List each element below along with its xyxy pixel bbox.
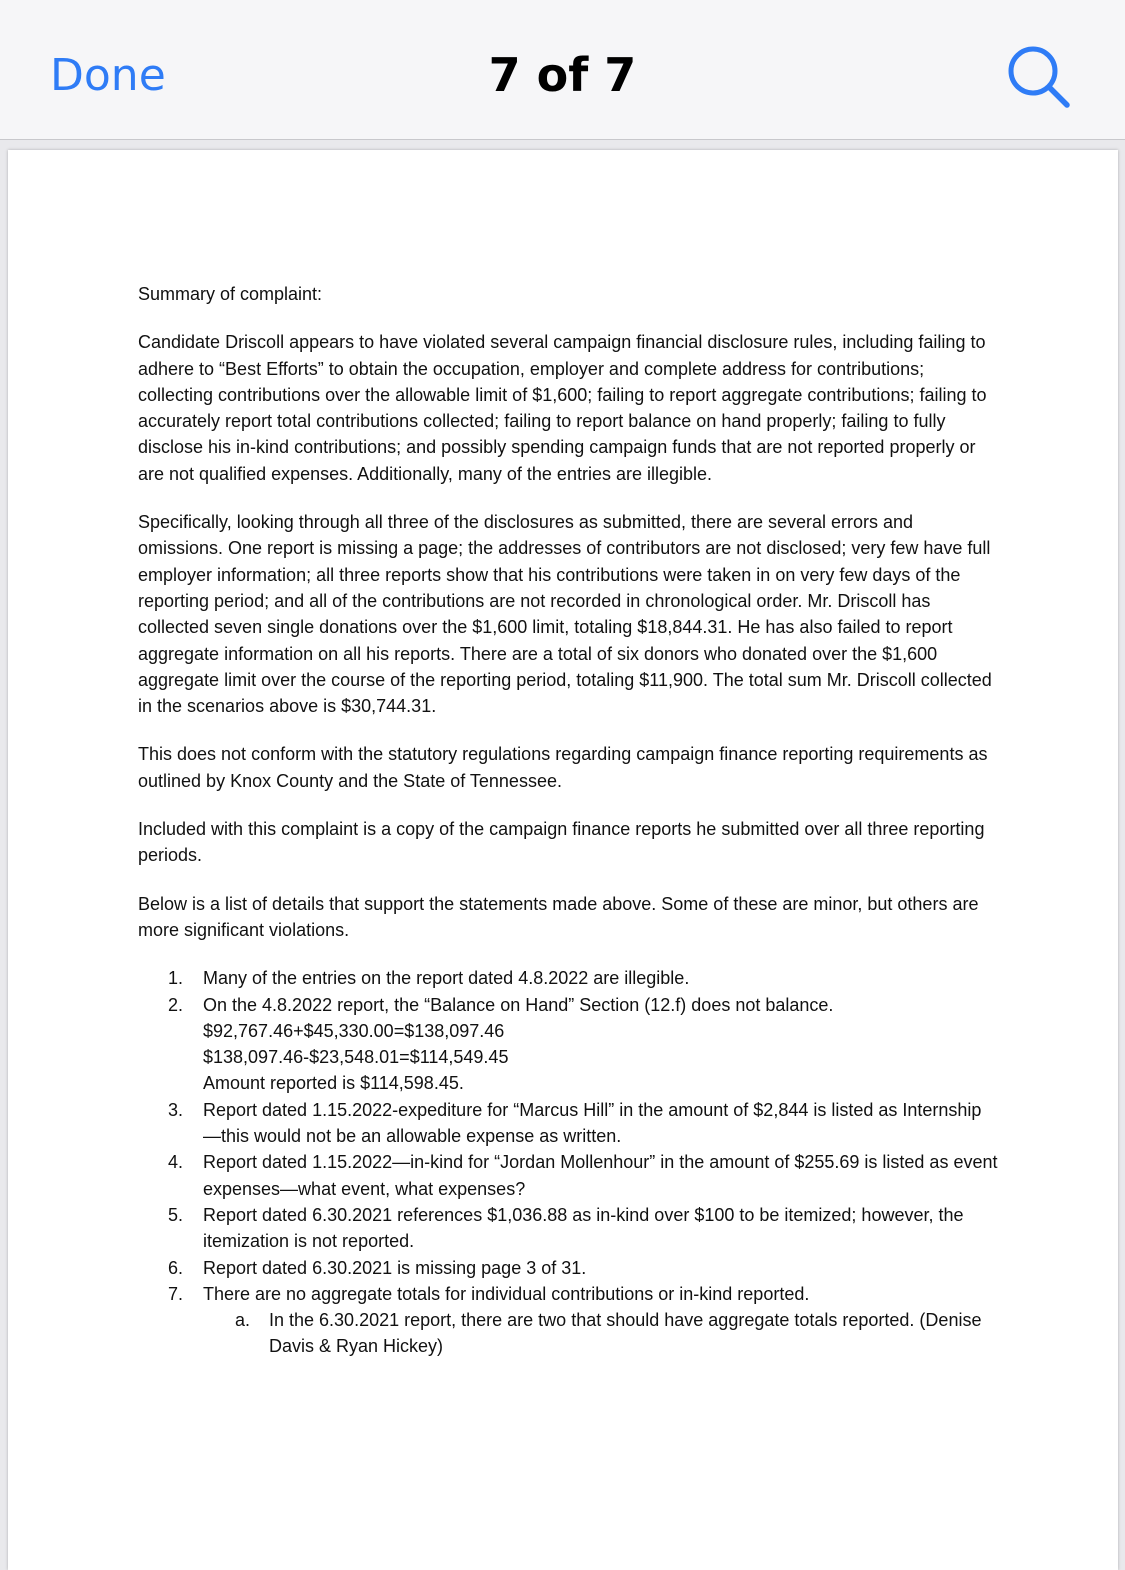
document-content xyxy=(138,281,998,1360)
list-number: 7. xyxy=(168,1283,184,1304)
search-icon[interactable] xyxy=(1004,42,1074,112)
list-number: 1. xyxy=(168,968,184,989)
list-number: 2. xyxy=(168,994,184,1015)
list-item xyxy=(138,1149,998,1202)
list-text: On the 4.8.2022 report, the “Balance on Hand” Section (12.f) does not balance. xyxy=(203,994,834,1015)
paragraph: This does not conform with the statutory regulations regarding campaign finance reporting requirements as outlined by Knox County and the State of Tennessee. xyxy=(138,744,988,791)
sub-list-item xyxy=(203,1307,998,1360)
done-button[interactable]: Done xyxy=(50,50,166,101)
list-item xyxy=(138,965,998,991)
list-number: 4. xyxy=(168,1152,184,1173)
list-text: Report dated 1.15.2022-expediture for “Marcus Hill” in the amount of $2,844 is listed as Internship—this would not be an allowable expense as written. xyxy=(203,1099,982,1147)
calculation-line: $92,767.46+$45,330.00=$138,097.46 xyxy=(203,1020,505,1041)
paragraph: Included with this complaint is a copy of the campaign finance reports he submitted over all three reporting periods. xyxy=(138,819,985,866)
list-item xyxy=(138,1097,998,1150)
sub-list xyxy=(203,1307,998,1360)
list-text: Report dated 1.15.2022—in-kind for “Jordan Mollenhour” in the amount of $255.69 is listed as event expenses—what event, what expenses? xyxy=(203,1152,998,1199)
list-item xyxy=(138,1255,998,1281)
sub-list-text: In the 6.30.2021 report, there are two that should have aggregate totals reported. (Denise Davis & Ryan Hickey) xyxy=(269,1310,982,1357)
list-text: Many of the entries on the report dated 4.8.2022 are illegible. xyxy=(203,968,690,989)
list-number: 5. xyxy=(168,1204,184,1225)
list-text: Report dated 6.30.2021 references $1,036.88 as in-kind over $100 to be itemized; however, the itemization is not reported. xyxy=(203,1204,964,1252)
navigation-bar xyxy=(0,0,1125,140)
page-indicator: 7 of 7 xyxy=(488,48,637,102)
list-item xyxy=(138,1281,998,1360)
list-text: Report dated 6.30.2021 is missing page 3 of 31. xyxy=(203,1257,587,1278)
list-item xyxy=(138,992,998,1097)
calculation-line: $138,097.46-$23,548.01=$114,549.45 xyxy=(203,1047,509,1068)
calculation-line: Amount reported is $114,598.45. xyxy=(203,1073,464,1094)
list-text: There are no aggregate totals for individual contributions or in-kind reported. xyxy=(203,1283,810,1304)
sub-list-letter: a. xyxy=(235,1310,251,1331)
summary-heading: Summary of complaint: xyxy=(138,284,323,304)
paragraph: Specifically, looking through all three of the disclosures as submitted, there are several errors and omissions. One report is missing a page; the addresses of contributors are not disclosed; very few have full employer information; all three reports show that his contributions were taken in on very few days of the reporting period; and all of the contributions are not recorded in chronological order. Mr. Driscoll has collected seven single donations over the $1,600 limit, totaling $18,844.31. He has also failed to report aggregate information on all his reports. There are a total of six donors who donated over the $1,600 aggregate limit over the course of the reporting period, totaling $11,900. The total sum Mr. Driscoll collected in the scenarios above is $30,744.31. xyxy=(138,512,992,717)
list-number: 6. xyxy=(168,1257,184,1278)
list-item xyxy=(138,1202,998,1255)
paragraph: Below is a list of details that support the statements made above. Some of these are minor, but others are more significant violations. xyxy=(138,893,979,940)
paragraph: Candidate Driscoll appears to have violated several campaign financial disclosure rules, including failing to adhere to “Best Efforts” to obtain the occupation, employer and complete address for contributions; collecting contributions over the allowable limit of $1,600; failing to report aggregate contributions; failing to accurately report total contributions collected; failing to report balance on hand properly; failing to fully disclose his in-kind contributions; and possibly spending campaign funds that are not reported properly or are not qualified expenses. Additionally, many of the entries are illegible. xyxy=(138,332,987,484)
list-number: 3. xyxy=(168,1099,184,1120)
document-page xyxy=(8,150,1118,1570)
violation-list xyxy=(138,965,998,1359)
